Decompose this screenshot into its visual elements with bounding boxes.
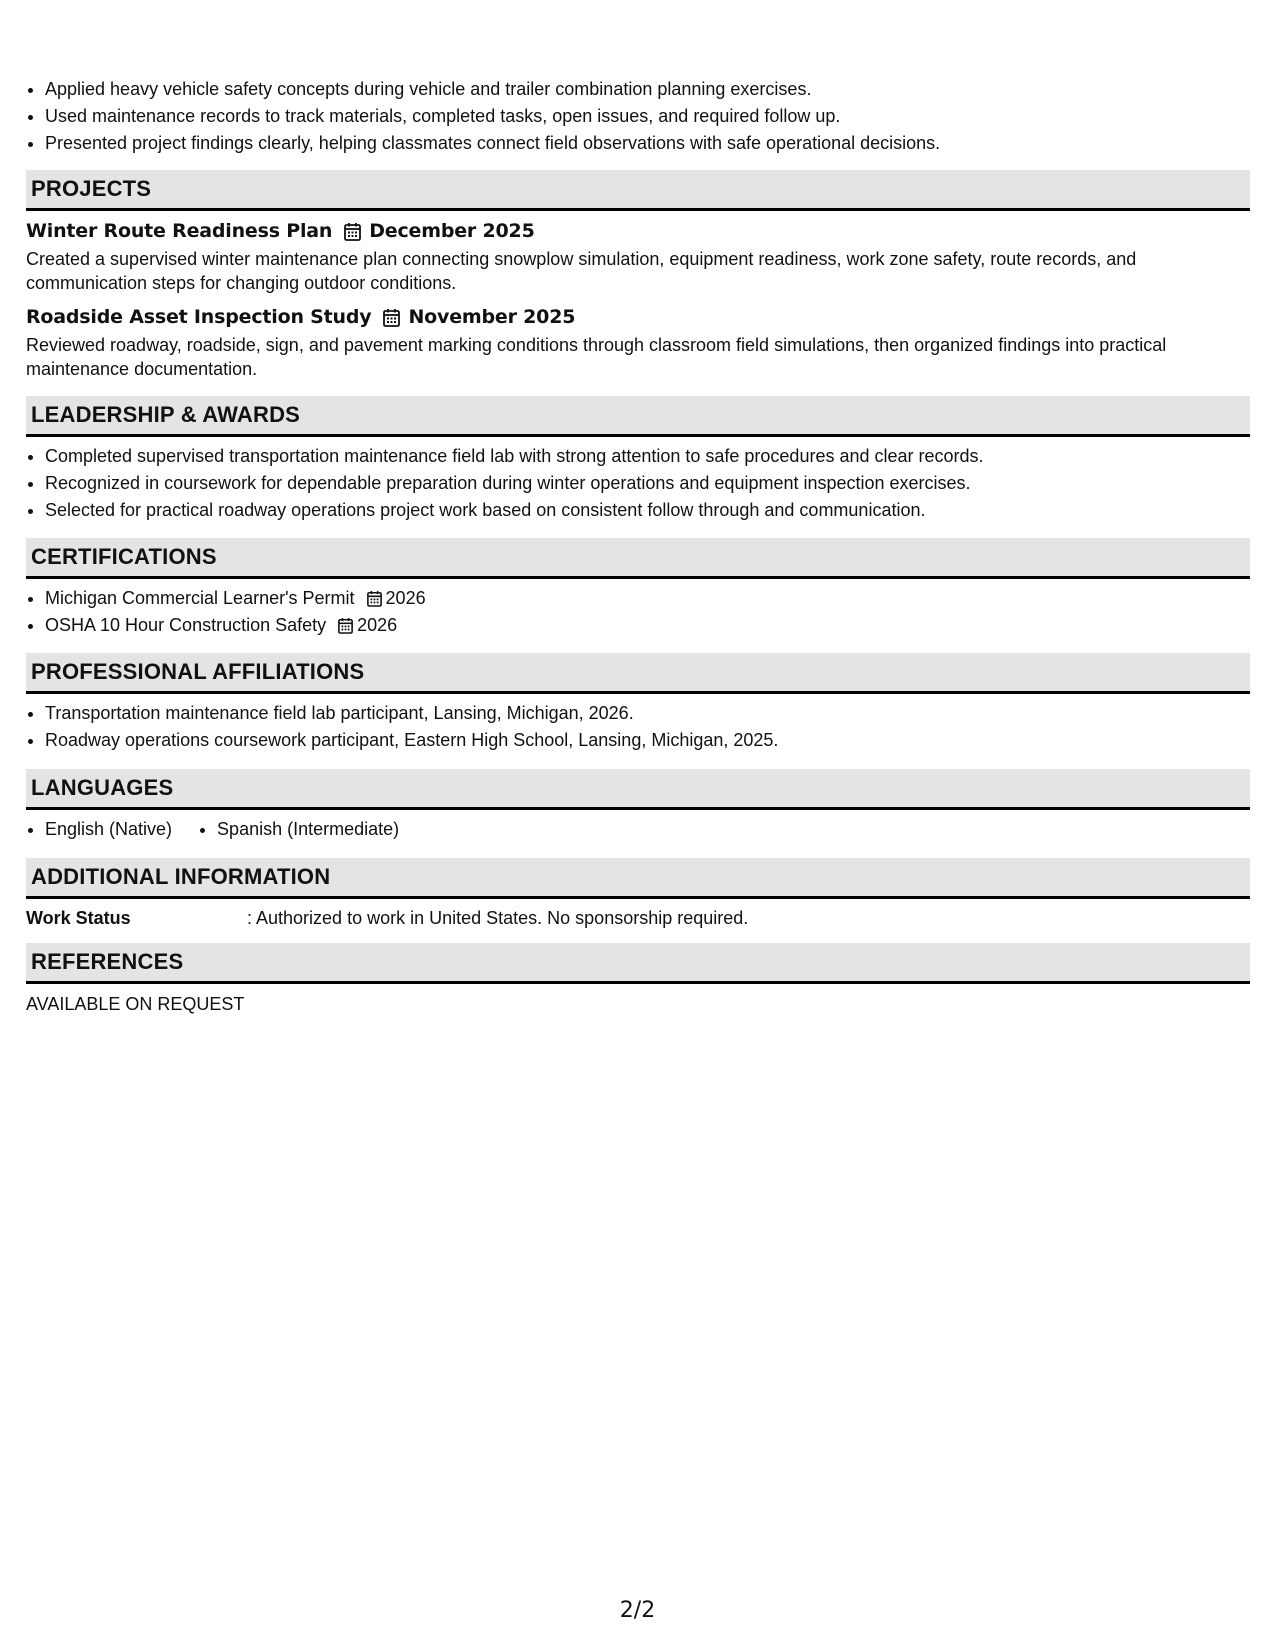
resume-page [26,76,1250,1015]
section-title: LANGUAGES [31,775,174,800]
section-title: PROJECTS [31,176,152,201]
list-item: • Roadway operations coursework participant, Eastern High School, Lansing, Michigan, 2025. [45,727,1250,754]
list-item: • Spanish (Intermediate) [217,816,399,843]
affiliations-list [26,700,1250,754]
experience-bullets [26,76,1250,157]
leadership-list [26,443,1250,524]
certification-name: • OSHA 10 Hour Construction Safety [45,615,327,635]
section-header-projects [26,170,1250,211]
certification-year: 2026 [385,588,426,608]
certification-name: • Michigan Commercial Learner's Permit [45,588,355,608]
list-item: • Transportation maintenance field lab participant, Lansing, Michigan, 2026. [45,700,1250,727]
section-title: PROFESSIONAL AFFILIATIONS [31,659,365,684]
project-title: Roadside Asset Inspection Study [26,306,372,328]
section-title: ADDITIONAL INFORMATION [31,864,331,889]
page-number: 2/2 [619,1598,656,1623]
section-title: LEADERSHIP & AWARDS [31,402,301,427]
project-description: Reviewed roadway, roadside, sign, and pavement marking conditions through classroom field simulations, then organized findings into practical maintenance documentation. [26,335,1167,379]
list-item: • Applied heavy vehicle safety concepts during vehicle and trailer combination planning exercises. [45,76,1250,103]
section-header-affiliations [26,653,1250,694]
project-title: Winter Route Readiness Plan [26,220,333,242]
certification-year: 2026 [357,615,398,635]
section-header-languages [26,769,1250,810]
list-item [45,612,1250,639]
certifications-list [26,585,1250,639]
calendar-icon [383,308,400,327]
project-item [26,304,1250,381]
list-item: • English (Native) [45,816,172,843]
project-item [26,218,1250,295]
list-item: • Used maintenance records to track materials, completed tasks, open issues, and required follow up. [45,103,1250,130]
calendar-icon [338,617,353,634]
section-header-leadership [26,396,1250,437]
list-item: • Recognized in coursework for dependable preparation during winter operations and equipment inspection exercises. [45,470,1250,497]
calendar-icon [367,590,382,607]
project-description: Created a supervised winter maintenance plan connecting snowplow simulation, equipment readiness, work zone safety, route records, and communication steps for changing outdoor conditions. [26,249,1137,293]
section-title: CERTIFICATIONS [31,544,217,569]
section-header-certifications [26,538,1250,579]
section-header-additional-information [26,858,1250,899]
calendar-icon [344,222,361,241]
list-item: • Completed supervised transportation maintenance field lab with strong attention to safe procedures and clear records. [45,443,1250,470]
work-status-row [26,906,1250,930]
list-item: • Presented project findings clearly, helping classmates connect field observations with safe operational decisions. [45,130,1250,157]
list-item [45,585,1250,612]
section-header-references [26,943,1250,984]
work-status-label: Work Status [26,908,131,928]
work-status-value: : Authorized to work in United States. No sponsorship required. [247,908,749,928]
project-date: December 2025 [369,220,535,242]
project-date: November 2025 [408,306,576,328]
list-item: • Selected for practical roadway operations project work based on consistent follow through and communication. [45,497,1250,524]
languages-list [26,816,1250,843]
section-title: REFERENCES [31,949,184,974]
references-text: AVAILABLE ON REQUEST [26,994,245,1014]
